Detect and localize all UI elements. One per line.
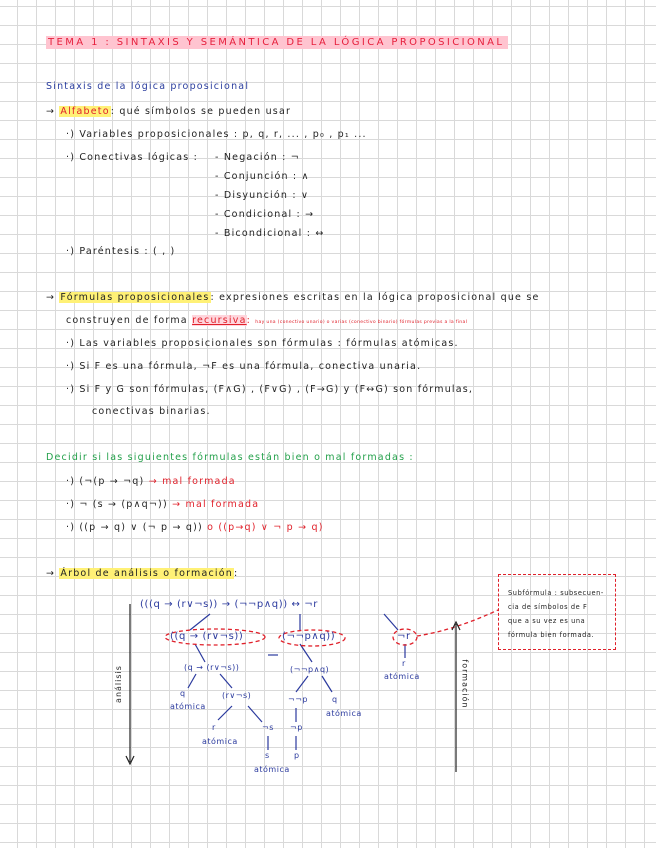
axis-analisis-label: análisis xyxy=(113,665,123,703)
arrow-icon: → xyxy=(46,292,60,303)
subformula-note-line-2: cia de símbolos de F xyxy=(508,603,588,611)
alfabeto-label: Alfabeto xyxy=(60,106,110,117)
tree-node-l2-a: (q → (r∨¬s)) xyxy=(184,663,240,672)
tree-atomica-r2: atómica xyxy=(202,737,238,746)
formulas-line2-start: construyen de forma xyxy=(66,315,188,326)
tree-atomica-q2: atómica xyxy=(326,709,362,718)
arrow-icon: → xyxy=(46,568,60,579)
axis-formacion-label: formación xyxy=(460,659,470,709)
conectiva-negacion: - Negación : ¬ xyxy=(215,152,300,163)
conectiva-bicondicional: - Bicondicional : ↔ xyxy=(215,228,325,239)
tree-node-l4-r: r xyxy=(212,723,216,732)
formulas-rule-2: ·) Si F es una fórmula, ¬F es una fórmula, conectiva unaria. xyxy=(66,361,422,372)
tree-atomica-r: atómica xyxy=(384,672,420,681)
recursiva-note: hay una (conectivo unario) o varias (conectivo binario) fórmulas previas a la final xyxy=(255,320,468,325)
formulas-rule-3: ·) Si F y G son fórmulas, (F∧G) , (F∨G) , (F→G) y (F↔G) son fórmulas, xyxy=(66,384,474,395)
subformula-note-line-3: que a su vez es una xyxy=(508,617,586,625)
tree-node-l3-rvs: (r∨¬s) xyxy=(222,691,252,700)
ejercicio-result-2: → mal formada xyxy=(172,499,260,510)
arbol-colon: : xyxy=(234,568,239,579)
tree-node-l5-p: p xyxy=(294,751,300,760)
ejercicio-formula-3: ·) ((p → q) ∨ (¬ p → q)) xyxy=(66,522,203,533)
tree-node-l3-q: q xyxy=(180,689,186,698)
tree-node-l1-right: ¬r xyxy=(397,631,411,642)
variables-line: ·) Variables proposicionales : p, q, r, ... , p₀ , p₁ ... xyxy=(66,129,367,140)
tree-node-l2-c: r xyxy=(402,659,406,668)
subformula-note-line-1: Subfórmula : subsecuen- xyxy=(508,589,604,597)
formulas-label: Fórmulas proposicionales xyxy=(60,292,210,303)
tree-node-l4-ns: ¬s xyxy=(262,723,274,732)
tree-node-l3-q2: q xyxy=(332,695,338,704)
tree-node-l3-nnp: ¬¬p xyxy=(288,695,308,704)
formulas-definition: : expresiones escritas en la lógica proposicional que se xyxy=(210,292,540,303)
ejercicio-result-1: → mal formada xyxy=(148,476,236,487)
conectiva-conjuncion: - Conjunción : ∧ xyxy=(215,171,310,182)
tree-node-l2-b: (¬¬p∧q) xyxy=(290,665,330,674)
subformula-note-line-4: fórmula bien formada. xyxy=(508,631,595,639)
recursiva-word: recursiva xyxy=(192,315,247,326)
formulas-rule-1: ·) Las variables proposicionales son fórmulas : fórmulas atómicas. xyxy=(66,338,459,349)
arrow-icon: → xyxy=(46,106,60,117)
ejercicio-formula-1: ·) (¬(p → ¬q) xyxy=(66,476,145,487)
recursiva-colon: : xyxy=(246,315,252,326)
parentesis-line: ·) Paréntesis : ( , ) xyxy=(66,246,176,257)
page-title: TEMA 1 : SINTAXIS Y SEMÁNTICA DE LA LÓGICA PROPOSICIONAL xyxy=(46,36,508,49)
tree-node-l4-np: ¬p xyxy=(290,723,303,732)
alfabeto-text: : qué símbolos se pueden usar xyxy=(110,106,292,117)
tree-node-l1-left: ((q → (r∨¬s)) xyxy=(170,631,244,642)
tree-node-l5-s: s xyxy=(265,751,270,760)
section-heading-sintaxis: Sintaxis de la lógica proposicional xyxy=(46,81,250,92)
ejercicio-heading: Decidir si las siguientes fórmulas están bien o mal formadas : xyxy=(46,452,414,463)
formulas-rule-3b: conectivas binarias. xyxy=(92,406,211,417)
conectivas-label: ·) Conectivas lógicas : xyxy=(66,152,198,163)
conectiva-disyuncion: - Disyunción : ∨ xyxy=(215,190,310,201)
tree-root: (((q → (r∨¬s)) → (¬¬p∧q)) ↔ ¬r xyxy=(140,599,318,610)
tree-node-l1-mid: (¬¬p∧q)) xyxy=(282,631,336,642)
arbol-heading: Árbol de análisis o formación xyxy=(60,568,233,579)
ejercicio-result-3: o ((p→q) ∨ ¬ p → q) xyxy=(207,522,324,533)
tree-atomica-sp: atómica xyxy=(254,765,290,774)
tree-atomica-q: atómica xyxy=(170,702,206,711)
conectiva-condicional: - Condicional : → xyxy=(215,209,315,220)
ejercicio-formula-2: ·) ¬ (s → (p∧q¬)) xyxy=(66,499,168,510)
